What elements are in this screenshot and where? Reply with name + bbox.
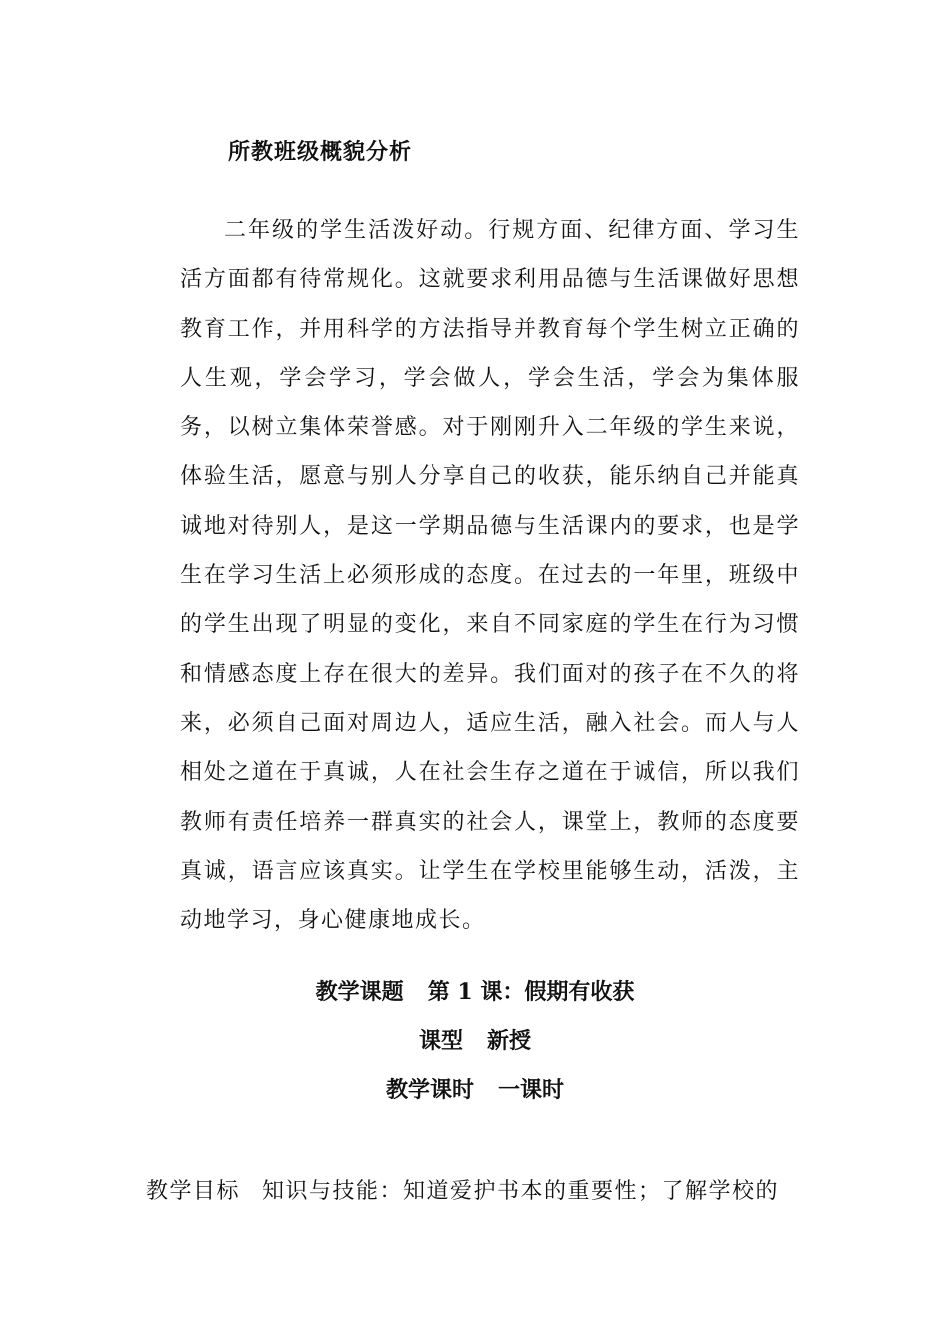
class-overview-paragraph: 二年级的学生活泼好动。行规方面、纪律方面、学习生活方面都有待常规化。这就要求利用品德与生活课做好思想教育工作，并用科学的方法指导并教育每个学生树立正确的人生观，学会学习，学会做人，学会生活，学会为集体服务，以树立集体荣誉感。对于刚刚升入二年级的学生来说，体验生活，愿意与别人分享自己的收获，能乐纳自己并能真诚地对待别人，是这一学期品德与生活课内的要求，也是学生在学习生活上必须形成的态度。在过去的一年里，班级中的学生出现了明显的变化，来自不同家庭的学生在行为习惯和情感态度上存在很大的差异。我们面对的孩子在不久的将来，必须自己面对周边人，适应生活，融入社会。而人与人相处之道在于真诚，人在社会生存之道在于诚信，所以我们教师有责任培养一群真实的社会人，课堂上，教师的态度要真诚，语言应该真实。让学生在学校里能够生动，活泼，主动地学习，身心健康地成长。 (180, 218, 800, 934)
lesson-type-label: 课型 (418, 1028, 463, 1054)
teaching-goals-label: 教学目标 (146, 1179, 241, 1204)
teaching-goals-line (146, 1176, 779, 1208)
lesson-type-line (0, 1025, 950, 1057)
lesson-hours-value: 一课时 (498, 1077, 565, 1103)
lesson-type-value: 新授 (487, 1028, 532, 1054)
lesson-hours-label: 教学课时 (385, 1077, 474, 1103)
section-heading: 所教班级概貌分析 (228, 139, 413, 165)
lesson-title-line (0, 976, 950, 1008)
lesson-title-value: 第 1 课：假期有收获 (427, 979, 635, 1005)
lesson-title-label: 教学课题 (315, 979, 404, 1005)
lesson-hours-line (0, 1074, 950, 1106)
teaching-goals-text: 知识与技能：知道爱护书本的重要性；了解学校的 (262, 1179, 780, 1204)
